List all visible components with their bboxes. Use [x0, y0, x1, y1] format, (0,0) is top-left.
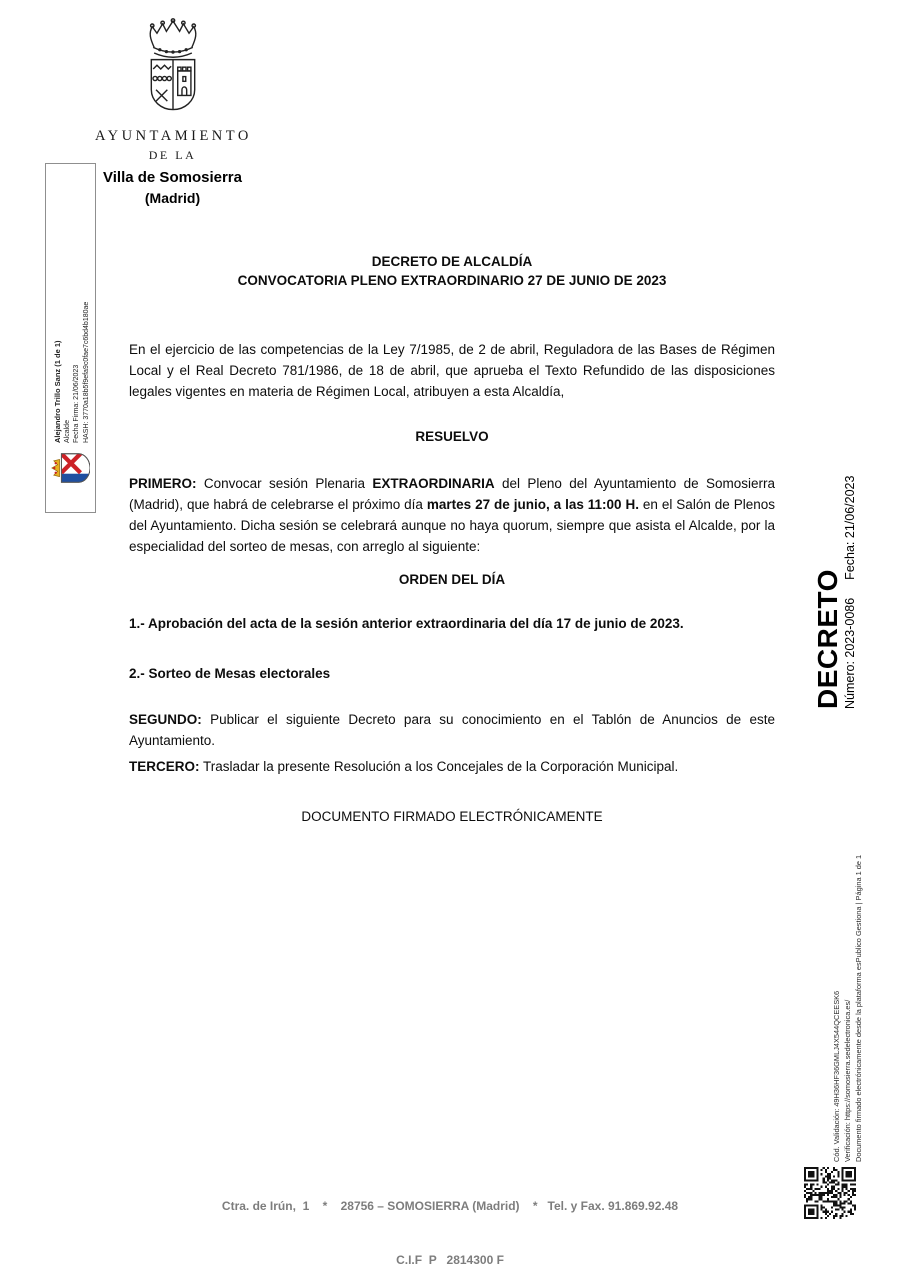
decreto-word: DECRETO [812, 569, 843, 709]
signature-stamp-text [53, 163, 91, 443]
resuelvo-heading: RESUELVO [415, 429, 489, 444]
verification-code: Cód. Validación: 49H36HF36GMLJ4X544QCEESK6 [832, 990, 841, 1162]
tercero-paragraph [129, 756, 775, 777]
decreto-numero: Número: 2023-0086 [843, 597, 857, 709]
segundo-text: Publicar el siguiente Decreto para su conocimiento en el Tablón de Anuncios de este Ayuntamiento. [129, 711, 775, 748]
header [95, 18, 250, 206]
decreto-fecha: Fecha: 21/06/2023 [843, 475, 857, 580]
tercero-text: Trasladar la presente Resolución a los Concejales de la Corporación Municipal. [199, 758, 679, 774]
primero-text-1: Convocar sesión Plenaria [196, 475, 373, 491]
orden-del-dia-heading: ORDEN DEL DÍA [398, 572, 506, 587]
segundo-paragraph [129, 709, 775, 751]
municipal-emblem-color-icon [50, 445, 90, 491]
verification-side-text [831, 770, 864, 1162]
signer-name: Alejandro Trillo Sanz (1 de 1) [53, 340, 62, 443]
document-title [129, 253, 775, 290]
segundo-label: SEGUNDO: [129, 711, 202, 727]
title-line-1: DECRETO DE ALCALDÍA [371, 254, 533, 269]
org-name-provincia: (Madrid) [144, 190, 201, 206]
org-name-villa: Villa de Somosierra [103, 169, 242, 186]
primero-text-2: del Pleno del Ayuntamiento de Somosierra (Madrid), que habrá de celebrarse el próximo día [129, 475, 775, 512]
intro-paragraph: En el ejercicio de las competencias de la Ley 7/1985, de 2 de abril, Reguladora de las Bases de Régimen Local y el Real Decreto 781/1986, de 18 de abril, que aprueba el Texto Refundido de las disposiciones legales vigentes en materia de Régimen Local, atribuyen a esta Alcaldía, [129, 341, 775, 399]
signer-role: Alcalde [63, 420, 71, 443]
tercero-label: TERCERO: [129, 758, 200, 774]
decreto-meta [843, 457, 858, 709]
primero-paragraph [129, 473, 775, 557]
org-name-de-la: DE LA [148, 148, 197, 162]
primero-bold-fecha-hora: martes 27 de junio, a las 11:00 H. [426, 496, 639, 512]
primero-text-3: en el Salón de Plenos del Ayuntamiento. Dicha sesión se celebrará aunque no haya quorum, siempre que asista el Alcalde, por la especialidad del sorteo de mesas, con arreglo al siguiente: [129, 496, 775, 554]
title-line-2: CONVOCATORIA PLENO EXTRAORDINARIO 27 DE JUNIO DE 2023 [237, 272, 667, 288]
electronic-signature-notice: DOCUMENTO FIRMADO ELECTRÓNICAMENTE [301, 809, 603, 824]
orden-item-1: 1.- Aprobación del acta de la sesión anterior extraordinaria del día 17 de junio de 2023. [129, 615, 684, 631]
primero-bold-extraordinaria: EXTRAORDINARIA [372, 475, 495, 491]
primero-label: PRIMERO: [129, 475, 197, 491]
footer [0, 1161, 900, 1264]
coat-of-arms-icon [140, 18, 206, 122]
signature-date: Fecha Firma: 21/06/2023 [73, 364, 80, 443]
footer-cif: C.I.F P 2814300 F [396, 1253, 504, 1264]
orden-item-2: 2.- Sorteo de Mesas electorales [129, 665, 331, 681]
verification-platform: Documento firmado electrónicamente desde la plataforma esPublico Gestiona | Página 1 de 1 [854, 854, 863, 1162]
signature-hash: HASH: 3770a18b5f9efa9c0fae7c6bd4b180ae [82, 301, 90, 443]
verification-url: Verificación: https://somosierra.sedelectronica.es/ [843, 999, 852, 1162]
decreto-side-strip [814, 457, 860, 709]
org-name-ayuntamiento: AYUNTAMIENTO [95, 128, 252, 144]
footer-address: Ctra. de Irún, 1 * 28756 – SOMOSIERRA (Madrid) * Tel. y Fax. 91.869.92.48 [221, 1199, 679, 1213]
